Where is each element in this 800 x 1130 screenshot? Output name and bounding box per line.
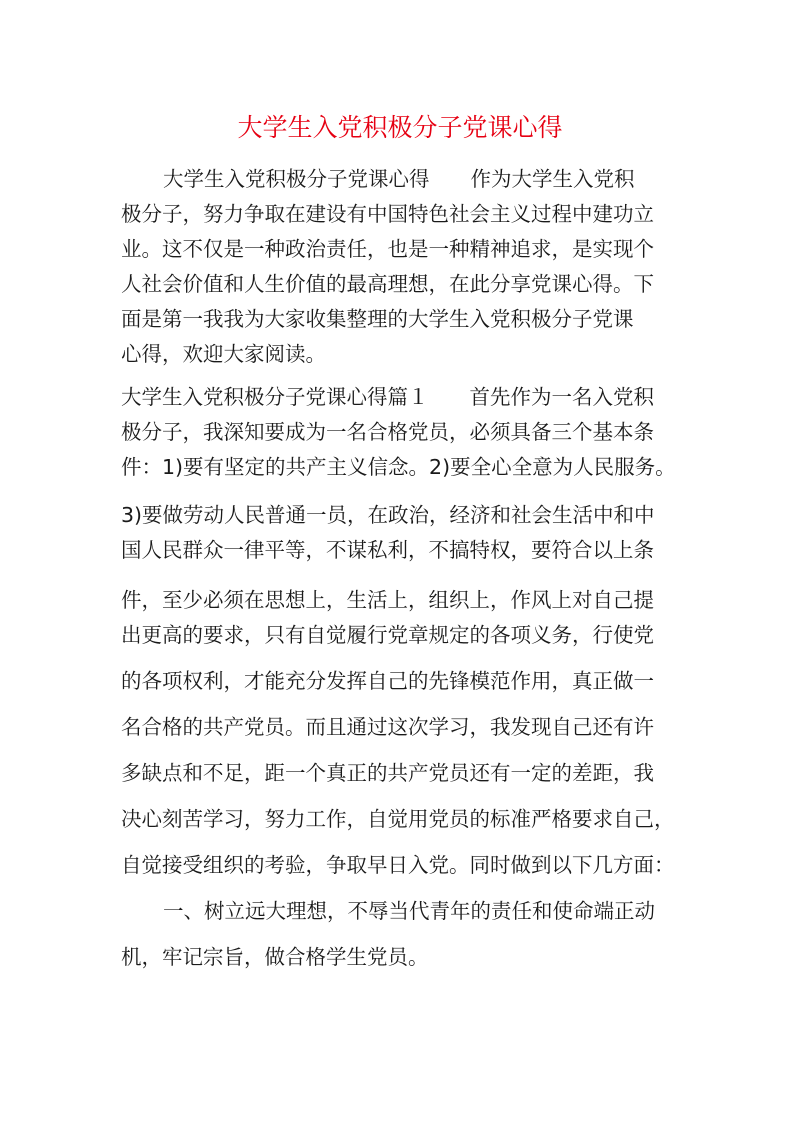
body-line: 一、树立远大理想，不辱当代青年的责任和使命端正动 (163, 899, 655, 923)
body-line: 自觉接受组织的考验，争取早日入党。同时做到以下几方面： (121, 853, 675, 877)
body-line: 极分子，我深知要成为一名合格党员，必须具备三个基本条 (121, 420, 654, 444)
body-line: 大学生入党积极分子党课心得 作为大学生入党积 (163, 167, 635, 191)
body-line: 多缺点和不足，距一个真正的共产党员还有一定的差距，我 (121, 761, 654, 785)
body-line: 国人民群众一律平等，不谋私利，不搞特权，要符合以上条 (121, 538, 654, 562)
body-line: 心得，欢迎大家阅读。 (121, 342, 326, 366)
body-line: 件：1)要有坚定的共产主义信念。2)要全心全意为人民服务。 (121, 455, 676, 479)
body-line: 名合格的共产党员。而且通过这次学习，我发现自己还有许 (121, 715, 654, 739)
body-line: 出更高的要求，只有自觉履行党章规定的各项义务，行使党 (121, 623, 654, 647)
body-line: 业。这不仅是一种政治责任，也是一种精神追求，是实现个 (121, 237, 654, 261)
body-line: 极分子，努力争取在建设有中国特色社会主义过程中建功立 (121, 202, 654, 226)
body-line: 人社会价值和人生价值的最高理想，在此分享党课心得。下 (121, 272, 654, 296)
body-line: 的各项权利，才能充分发挥自己的先锋模范作用，真正做一 (121, 669, 654, 693)
body-line: 决心刻苦学习，努力工作，自觉用党员的标准严格要求自己， (121, 807, 675, 831)
body-line: 件，至少必须在思想上，生活上，组织上，作风上对自己提 (121, 588, 654, 612)
document-title: 大学生入党积极分子党课心得 (237, 113, 563, 142)
body-line: 机，牢记宗旨，做合格学生党员。 (121, 945, 429, 969)
body-line: 面是第一我我为大家收集整理的大学生入党积极分子党课 (121, 307, 634, 331)
body-line: 3)要做劳动人民普通一员，在政治，经济和社会生活中和中 (121, 503, 655, 527)
body-line: 大学生入党积极分子党课心得篇１ 首先作为一名入党积 (121, 385, 654, 409)
